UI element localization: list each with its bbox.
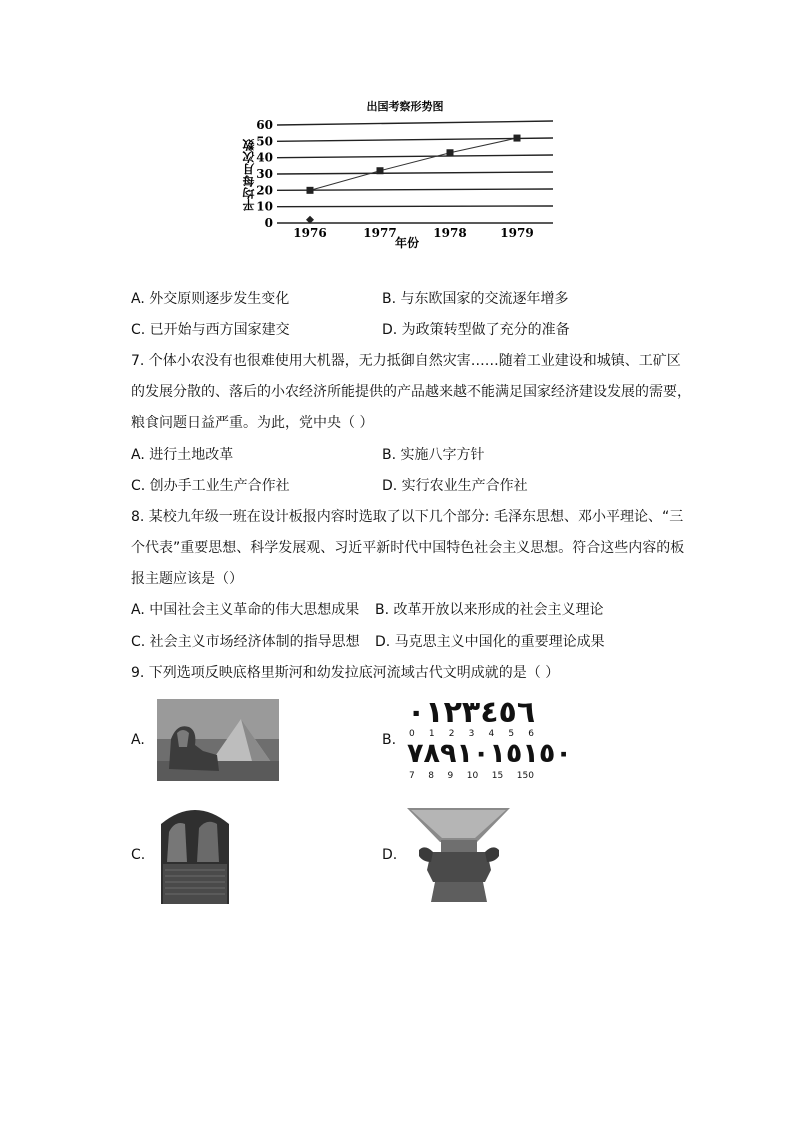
q7-stem-line3: 粮食问题日益严重。为此，党中央（ ） (131, 415, 374, 431)
numerals-row2: ٧٨٩١٠١٥١٥٠ (407, 738, 572, 769)
x-tick-label: 1976 (293, 226, 327, 240)
arabic-numerals-image[interactable] (405, 695, 572, 782)
digit-label: 9 (447, 771, 454, 781)
q7-option-a[interactable]: A. 进行土地改革 (131, 447, 234, 463)
digit-label: 8 (428, 771, 434, 781)
bronze-zun-vessel-image[interactable] (405, 806, 512, 904)
digit-label: 0 (409, 729, 415, 739)
x-tick-label: 1979 (500, 226, 534, 240)
x-axis-label: 年份 (394, 236, 420, 250)
digit-label: 150 (516, 771, 534, 781)
x-tick-label: 1977 (363, 226, 397, 240)
q9-option-b-label[interactable]: B. (382, 732, 397, 748)
q8-stem-line3: 报主题应该是（） (131, 571, 243, 587)
digit-label: 15 (491, 771, 504, 781)
q6-option-a[interactable]: A. 外交原则逐步发生变化 (131, 291, 290, 307)
digit-label: 1 (428, 729, 435, 739)
grid-line (277, 155, 553, 158)
grid-line (277, 121, 553, 125)
y-tick-label: 40 (256, 150, 273, 165)
q9-stem: 9. 下列选项反映底格里斯河和幼发拉底河流域古代文明成就的是（ ） (131, 665, 560, 681)
q9-option-a-label[interactable]: A. (131, 732, 145, 748)
grid-line (277, 189, 553, 190)
series-line (310, 138, 517, 190)
q9-option-c-label[interactable]: C. (131, 847, 146, 863)
data-point (377, 167, 384, 174)
q7-option-d[interactable]: D. 实行农业生产合作社 (382, 478, 528, 494)
q9-option-d-label[interactable]: D. (382, 847, 398, 863)
y-tick-label: 50 (256, 134, 273, 149)
y-tick-label: 20 (256, 183, 273, 198)
data-point (514, 135, 521, 142)
q7-option-c[interactable]: C. 创办手工业生产合作社 (131, 478, 290, 494)
digit-label: 5 (508, 729, 515, 739)
q7-option-b[interactable]: B. 实施八字方针 (382, 447, 485, 463)
q8-stem-line2: 个代表”重要思想、科学发展观、习近平新时代中国特色社会主义思想。符合这些内容的板 (131, 540, 685, 556)
y-tick-labels (256, 118, 273, 230)
q8-option-c[interactable]: C. 社会主义市场经济体制的指导思想 (131, 634, 360, 650)
sphinx-pyramid-image[interactable] (157, 699, 279, 781)
q6-option-b[interactable]: B. 与东欧国家的交流逐年增多 (382, 291, 569, 307)
q8-option-d[interactable]: D. 马克思主义中国化的重要理论成果 (375, 634, 605, 650)
q8-option-b[interactable]: B. 改革开放以来形成的社会主义理论 (375, 602, 604, 618)
x-tick-label: 1978 (433, 226, 467, 240)
chart-grid (277, 121, 553, 223)
chart-title: 出国考察形势图 (366, 100, 444, 113)
y-tick-label: 10 (256, 199, 273, 214)
digit-label: 7 (409, 771, 415, 781)
y-tick-label: 30 (256, 167, 273, 181)
digit-label: 10 (466, 771, 479, 781)
digit-label: 4 (488, 729, 495, 739)
y-axis-label: 平均每月次数 (242, 139, 256, 211)
q7-stem-line1: 7. 个体小农没有也很难使用大机器，无力抵御自然灾害……随着工业建设和城镇、工矿区 (131, 353, 681, 369)
y-tick-label: 0 (264, 216, 273, 230)
q8-option-a[interactable]: A. 中国社会主义革命的伟大思想成果 (131, 602, 360, 618)
digits-row2 (409, 771, 534, 781)
q6-option-c[interactable]: C. 已开始与西方国家建交 (131, 322, 290, 338)
q8-stem-line1: 8. 某校九年级一班在设计板报内容时选取了以下几个部分: 毛泽东思想、邓小平理论、“三 (131, 509, 684, 525)
grid-line (277, 206, 553, 207)
q6-option-d[interactable]: D. 为政策转型做了充分的准备 (382, 322, 570, 338)
data-point (307, 187, 314, 194)
trend-chart (235, 95, 565, 255)
chart-series (306, 135, 521, 224)
digit-label: 2 (448, 729, 455, 739)
digit-label: 6 (528, 729, 534, 739)
digit-label: 3 (468, 729, 475, 739)
y-tick-label: 60 (256, 118, 273, 132)
grid-line (277, 172, 553, 174)
hammurabi-stele-image[interactable] (157, 802, 233, 904)
q7-stem-line2: 的发展分散的、落后的小农经济所能提供的产品越来越不能满足国家经济建设发展的需要， (131, 384, 691, 400)
data-point (447, 149, 454, 156)
numerals-row1: ٠١٢٣٤٥٦ (407, 695, 536, 730)
